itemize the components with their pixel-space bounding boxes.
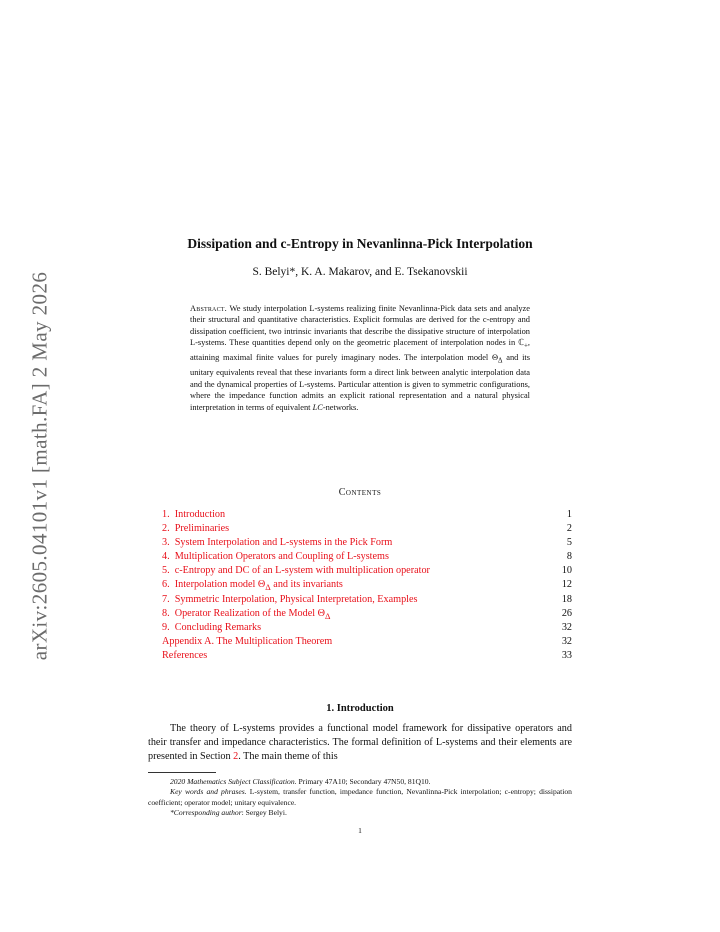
abstract-text-3: and its unitary equivalents reveal that these invariants form a direct link between analytic interpolation data and the dynamical properties of L-systems. Particular attention is given to symmetric configurations, where the impedance function admits an explicit rational representation and a natural physical interpretation in terms of equivalent [190, 353, 530, 412]
toc-entry-label[interactable] [162, 508, 225, 522]
toc-entry-page: 32 [561, 621, 572, 633]
contents-heading: Contents [338, 487, 382, 498]
toc-entry-num: 7. [162, 593, 170, 605]
toc-entry-page: 18 [561, 593, 572, 605]
toc-entry[interactable] [162, 649, 572, 663]
footnote-corresponding-text: : Sergey Belyi. [241, 808, 287, 818]
toc-entry-num: 1. [162, 509, 170, 520]
footnote-keywords-text: L-system, transfer function, impedance function, Nevanlinna-Pick interpolation; c-entropy; dissipation coefficient; operator model; unitary equivalence. [148, 787, 572, 807]
footnote-keywords-label: Key words and phrases. [170, 787, 247, 797]
toc-entry-num: 8. [162, 607, 170, 619]
toc-entry-title[interactable]: Symmetric Interpolation, Physical Interpretation, Examples [174, 593, 418, 605]
toc-entry-num: 3. [162, 537, 170, 549]
abstract-lc: LC [312, 402, 323, 412]
toc-entry-title[interactable]: Preliminaries [174, 523, 230, 535]
toc-entry-title[interactable]: Multiplication Operators and Coupling of L-systems [174, 551, 389, 563]
toc-entry-label[interactable] [162, 635, 332, 649]
toc-entry-num: 9. [162, 621, 170, 633]
abstract [190, 303, 530, 413]
toc-entry-title[interactable]: c-Entropy and DC of an L-system with multiplication operator [174, 565, 430, 577]
footnote-msc [148, 777, 572, 787]
toc-entry[interactable] [162, 536, 572, 550]
toc-entry[interactable] [162, 593, 572, 607]
paper-title: Dissipation and c-Entropy in Nevanlinna-Pick Interpolation [187, 236, 533, 251]
toc-entry-label[interactable] [162, 607, 330, 621]
toc-entry-title[interactable]: Appendix A. The Multiplication Theorem [162, 635, 333, 647]
intro-text-before: The theory of L-systems provides a functional model framework for dissipative operators and their transfer and impedance characteristics. The formal definition of L-systems and their elements are presented in Section [148, 723, 572, 763]
toc-entry-num: 2. [162, 523, 170, 535]
toc-entry[interactable] [162, 550, 572, 564]
toc-entry[interactable] [162, 635, 572, 649]
footnotes [148, 777, 572, 819]
toc-entry-title[interactable]: References [162, 649, 208, 661]
toc-entry-label[interactable] [162, 536, 392, 550]
abstract-label: Abstract. [190, 304, 227, 313]
toc-entry[interactable] [162, 607, 572, 621]
toc-entry[interactable] [162, 508, 572, 522]
toc-entry-label[interactable] [162, 649, 207, 663]
abstract-text-2: , attaining maximal finite values for purely imaginary nodes. The interpolation model Θ [190, 338, 530, 363]
toc-entry-label[interactable] [162, 593, 417, 607]
footnote-msc-label: 2020 Mathematics Subject Classification. [170, 777, 297, 786]
page-number: 1 [358, 826, 362, 835]
footnote-keywords [148, 787, 572, 808]
table-of-contents [162, 508, 572, 663]
toc-entry-page: 5 [566, 537, 572, 549]
toc-entry-page: 33 [561, 649, 572, 661]
introduction-paragraph [148, 722, 572, 765]
footnote-corresponding [148, 808, 572, 818]
toc-entry[interactable] [162, 621, 572, 635]
footnote-rule [148, 772, 216, 773]
toc-entry-page: 26 [561, 607, 572, 619]
toc-entry-page: 12 [561, 579, 572, 591]
toc-entry[interactable] [162, 522, 572, 536]
toc-entry-page: 32 [561, 635, 572, 647]
toc-entry-label[interactable] [162, 621, 261, 635]
toc-entry-num: 5. [162, 565, 170, 577]
arxiv-identifier-stamp: arXiv:2605.04101v1 [math.FA] 2 May 2026 [27, 271, 52, 661]
toc-entry-title[interactable]: Concluding Remarks [174, 621, 262, 633]
toc-entry-title[interactable]: Introduction [174, 509, 226, 520]
toc-entry-title[interactable]: System Interpolation and L-systems in the Pick Form [174, 537, 393, 549]
toc-entry-page: 8 [566, 551, 572, 563]
section-reference-link[interactable]: 2 [233, 751, 239, 763]
abstract-text-4: -networks. [322, 402, 359, 412]
paper-authors: S. Belyi*, K. A. Makarov, and E. Tsekanovskii [252, 266, 468, 278]
abstract-sub-delta: Δ [498, 356, 503, 365]
footnote-corresponding-label: *Corresponding author [170, 808, 242, 818]
toc-entry-page: 2 [566, 523, 572, 535]
toc-entry-label[interactable] [162, 522, 229, 536]
toc-entry-title[interactable]: Interpolation model $\Theta_\Delta$ and its invariants [174, 579, 343, 593]
toc-entry-title[interactable]: Operator Realization of the Model $\Theta_\Delta$ [174, 607, 331, 621]
section-heading-introduction: 1. Introduction [326, 703, 394, 714]
toc-entry[interactable] [162, 578, 572, 592]
toc-entry-num: 6. [162, 579, 170, 591]
abstract-sub-plus: + [523, 341, 528, 350]
toc-entry-label[interactable] [162, 564, 430, 578]
intro-text-after: . The main theme of this [238, 751, 338, 763]
footnote-msc-text: Primary 47A10; Secondary 47N50, 81Q10. [296, 777, 431, 786]
toc-entry-page: 10 [561, 565, 572, 577]
toc-entry-page: 1 [566, 509, 572, 520]
toc-entry[interactable] [162, 564, 572, 578]
toc-entry-label[interactable] [162, 550, 389, 564]
abstract-text-1: We study interpolation L-systems realizing finite Nevanlinna-Pick data sets and analyze their structural and quantitative characteristics. Explicit formulas are derived for the c-entropy and dissipation coefficient, two intrinsic invariants that describe the dissipative structure of interpolation L-systems. These quantities depend only on the geometric placement of interpolation nodes in ℂ [190, 304, 530, 348]
toc-entry-num: 4. [162, 551, 170, 563]
toc-entry-label[interactable] [162, 578, 343, 592]
